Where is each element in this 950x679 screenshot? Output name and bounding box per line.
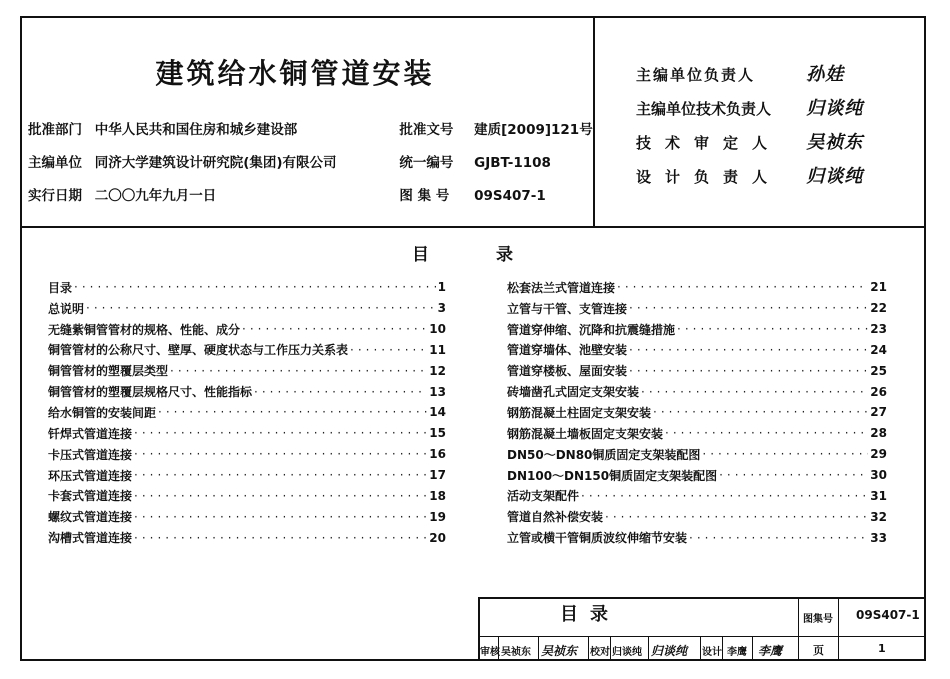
info-row-approval-dept: 批准部门 中华人民共和国住房和城乡建设部 批准文号 建质[2009]121号 [28, 122, 593, 138]
title-block-divider [588, 636, 589, 661]
toc-entry[interactable]: 钎焊式管道连接 ····· 15 [48, 423, 446, 444]
toc-entry[interactable]: 总说明 ····· 3 [48, 298, 446, 319]
title-block-top-line [478, 597, 926, 599]
review-signature: 吴祯东 [541, 644, 578, 658]
toc-heading-left: 目 [412, 245, 429, 265]
signature-row: 主编单位技术负责人 归谈纯 [636, 94, 906, 120]
title-block-divider [648, 636, 649, 661]
info-row-chief-unit: 主编单位 同济大学建筑设计研究院(集团)有限公司 统一编号 GJBT-1108 [28, 155, 551, 171]
handwritten-signature: 吴祯东 [806, 132, 864, 153]
toc-entry[interactable]: 管道穿墙体、池壁安装 ····· 24 [507, 340, 887, 361]
title-block-title: 目录 [560, 604, 620, 625]
toc-entry[interactable]: 卡压式管道连接 ····· 16 [48, 444, 446, 465]
page-number: 1 [878, 642, 886, 655]
signature-row: 设计负责人 归谈纯 [636, 162, 906, 188]
toc-heading-right: 录 [496, 245, 513, 265]
header-divider-horizontal [20, 226, 926, 228]
signature-row: 主编单位负责人 孙娃 [636, 60, 906, 86]
signature-row: 技术审定人 吴祯东 [636, 128, 906, 154]
page-label: 页 [813, 644, 824, 657]
toc-entry[interactable]: 铜管管材的塑覆层类型 ····· 12 [48, 360, 446, 381]
toc-entry[interactable]: 松套法兰式管道连接 ····· 21 [507, 277, 887, 298]
handwritten-signature: 归谈纯 [806, 98, 864, 119]
toc-entry[interactable]: 立管与干管、支管连接 ····· 22 [507, 298, 887, 319]
toc-entry[interactable]: 活动支架配件 ····· 31 [507, 485, 887, 506]
toc-entry[interactable]: 无缝紫铜管管材的规格、性能、成分 ····· 10 [48, 319, 446, 340]
atlas-number: 09S407-1 [856, 608, 920, 622]
toc-entry[interactable]: 钢筋混凝土墙板固定支架安装 ····· 28 [507, 423, 887, 444]
toc-entry[interactable]: 给水铜管的安装间距 ····· 14 [48, 402, 446, 423]
toc-entry[interactable]: 卡套式管道连接 ····· 18 [48, 485, 446, 506]
title-block-divider [838, 597, 839, 661]
design-signature: 李鹰 [758, 644, 783, 658]
check-name: 归谈纯 [612, 647, 642, 658]
toc-entry[interactable]: 目录 ····· 1 [48, 277, 446, 298]
title-block-divider [538, 636, 539, 661]
toc-entry[interactable]: 螺纹式管道连接 ····· 19 [48, 506, 446, 527]
header-divider-vertical [593, 16, 595, 228]
title-block-divider [610, 636, 611, 661]
toc-entry[interactable]: DN50～DN80铜质固定支架装配图 ····· 29 [507, 444, 887, 465]
toc-entry[interactable]: 沟槽式管道连接 ····· 20 [48, 527, 446, 548]
check-label: 校对 [590, 647, 610, 658]
title-block-divider [700, 636, 701, 661]
toc-entry[interactable]: 环压式管道连接 ····· 17 [48, 465, 446, 486]
review-name: 吴祯东 [501, 647, 531, 658]
handwritten-signature: 归谈纯 [806, 166, 864, 187]
check-signature: 归谈纯 [651, 644, 688, 658]
toc-entry[interactable]: 管道穿伸缩、沉降和抗震缝措施 ····· 23 [507, 319, 887, 340]
design-name: 李鹰 [727, 647, 747, 658]
info-row-effective-date: 实行日期 二〇〇九年九月一日 图 集 号 09S407-1 [28, 188, 546, 204]
toc-entry[interactable]: 立管或横干管铜质波纹伸缩节安装 ····· 33 [507, 527, 887, 548]
title-block-divider [722, 636, 723, 661]
title-block-divider [798, 597, 799, 661]
toc-entry[interactable]: 铜管管材的塑覆层规格尺寸、性能指标 ····· 13 [48, 381, 446, 402]
document-title: 建筑给水铜管道安装 [155, 57, 435, 90]
review-label: 审核 [480, 647, 500, 658]
design-label: 设计 [702, 647, 722, 658]
handwritten-signature: 孙娃 [806, 64, 845, 85]
toc-entry[interactable]: 铜管管材的公称尺寸、壁厚、硬度状态与工作压力关系表 ····· 11 [48, 340, 446, 361]
toc-entry[interactable]: 管道自然补偿安装 ····· 32 [507, 506, 887, 527]
atlas-number-label: 图集号 [803, 614, 833, 625]
toc-left-column [48, 277, 446, 548]
toc-entry[interactable]: 钢筋混凝土柱固定支架安装 ····· 27 [507, 402, 887, 423]
title-block-divider [752, 636, 753, 661]
toc-right-column [507, 277, 887, 548]
title-block-mid-line [478, 636, 926, 637]
toc-entry[interactable]: 砖墙凿孔式固定支架安装 ····· 26 [507, 381, 887, 402]
toc-entry[interactable]: DN100～DN150铜质固定支架装配图 ····· 30 [507, 465, 887, 486]
toc-entry[interactable]: 管道穿楼板、屋面安装 ····· 25 [507, 360, 887, 381]
